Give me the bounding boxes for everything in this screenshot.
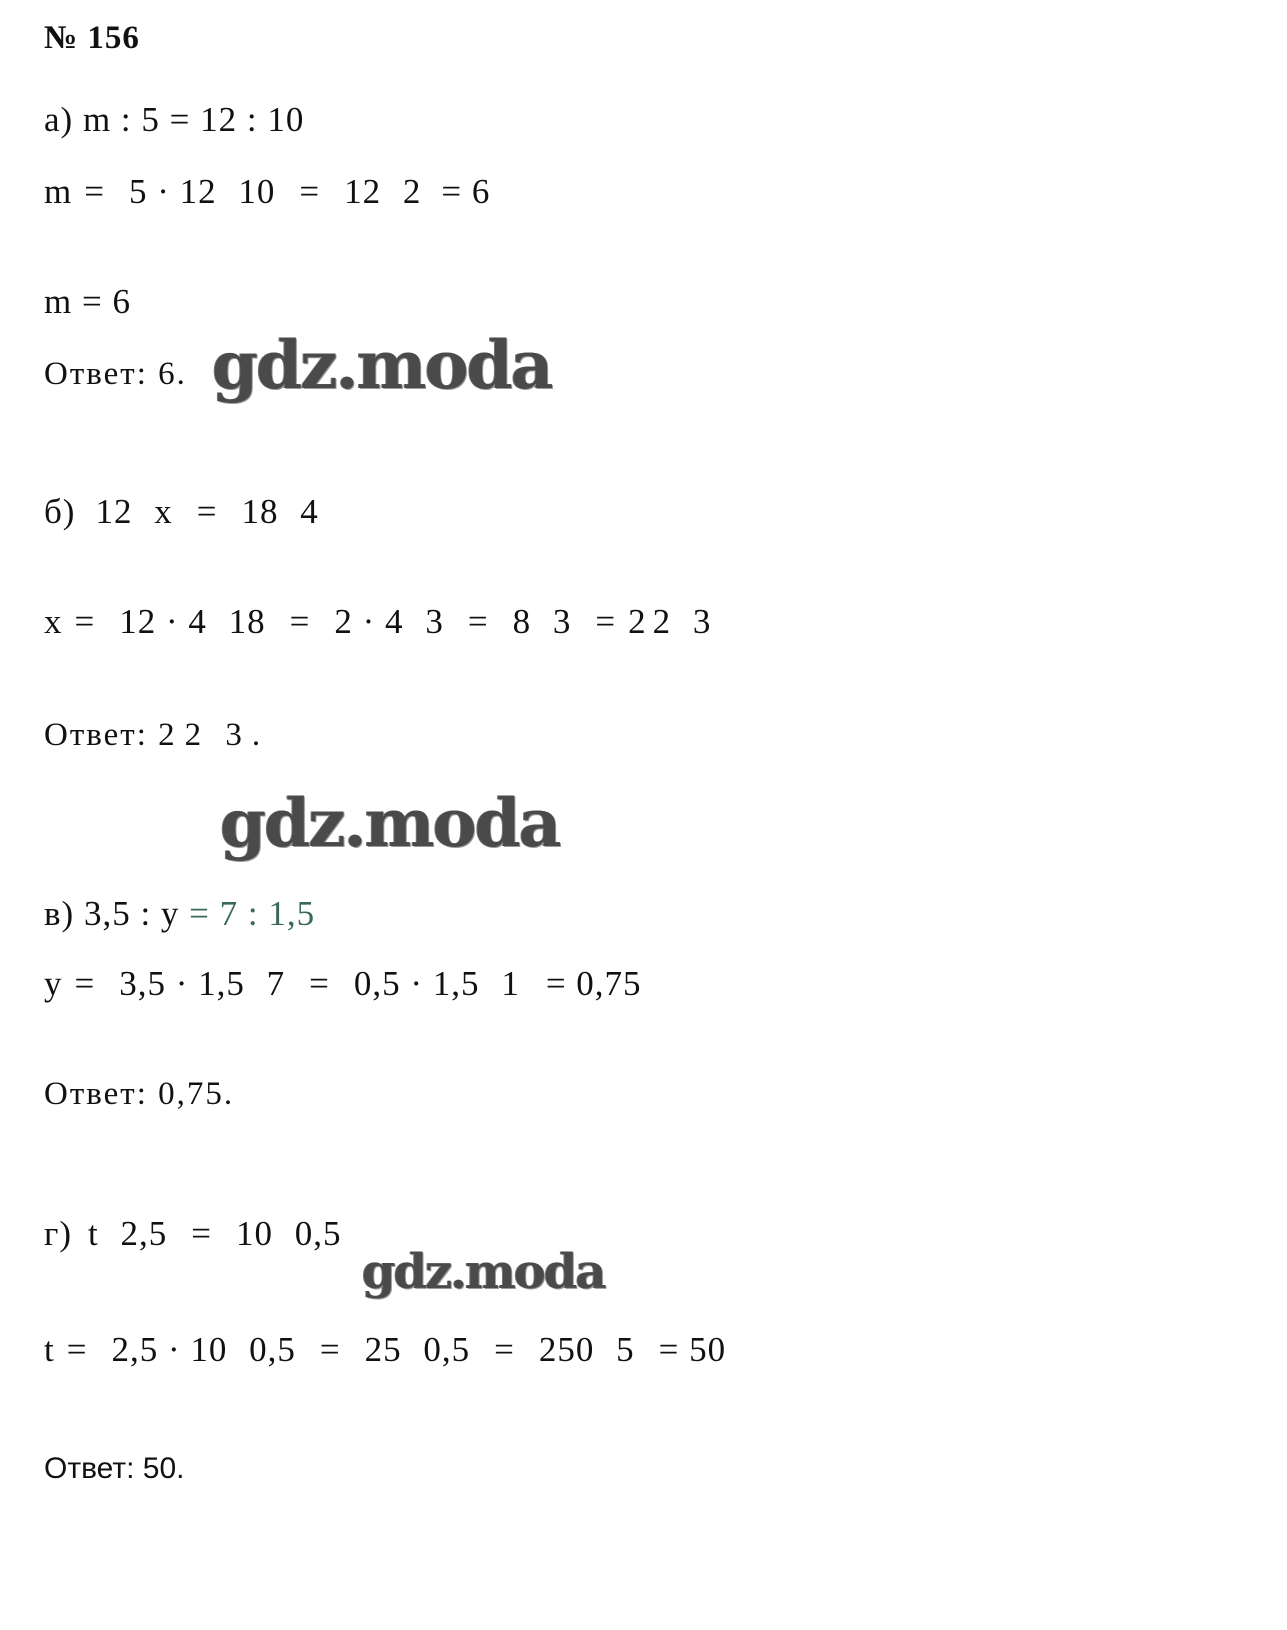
numerator: 12 (95, 492, 133, 531)
numerator: 2 (652, 602, 672, 641)
numerator: 25 (364, 1330, 402, 1369)
numerator: 12 (344, 172, 382, 211)
equals-sign: = (74, 602, 96, 641)
numerator: 250 (538, 1330, 595, 1369)
fraction (328, 602, 449, 642)
fraction (82, 1214, 173, 1254)
equals-sign: = (84, 172, 105, 211)
numerator: 2,5 · 10 (111, 1330, 228, 1369)
denominator: 1 (501, 964, 520, 1003)
denominator: 0,5 (423, 1330, 471, 1369)
part-g-solution (44, 1330, 726, 1370)
fraction (113, 964, 291, 1004)
fraction (507, 602, 578, 642)
fraction (105, 1330, 301, 1370)
fraction (123, 172, 281, 212)
equals-sign: = (191, 1214, 212, 1253)
fraction (179, 716, 250, 754)
equals-sign: = (467, 602, 489, 641)
equals-sign: = (289, 602, 311, 641)
watermark-logo: gdz.moda (220, 784, 560, 862)
numerator: t (88, 1214, 99, 1253)
part-v-solution (44, 964, 642, 1004)
equals-sign: = (66, 1330, 88, 1369)
equals-sign: = (299, 172, 321, 211)
part-a-var: m (44, 172, 73, 211)
part-a-equation (44, 100, 304, 140)
denominator: 4 (300, 492, 319, 531)
denominator: 18 (228, 602, 266, 641)
part-b-answer (44, 716, 262, 754)
part-a-label: а) (44, 100, 74, 139)
part-v-left: 3,5 : y (83, 894, 180, 933)
fraction (348, 964, 526, 1004)
numerator: 12 · 4 (119, 602, 207, 641)
denominator: 2,5 (120, 1214, 168, 1253)
denominator: 0,5 (294, 1214, 342, 1253)
part-v-answer: Ответ: 0,75. (44, 1076, 235, 1112)
numerator: 10 (236, 1214, 273, 1253)
part-v-right: = 7 : 1,5 (189, 894, 316, 933)
part-v-equation (44, 894, 315, 934)
part-b-label: б) (44, 492, 76, 531)
denominator: x (154, 492, 173, 531)
answer-prefix: Ответ: 2 (44, 716, 177, 753)
denominator: 3 (692, 602, 712, 641)
numerator: 2 (184, 717, 204, 753)
equals-sign: = (309, 964, 330, 1003)
denominator: 2 (402, 172, 422, 211)
part-v-var: y (44, 964, 63, 1003)
part-b-solution (44, 602, 723, 642)
denominator: 3 (225, 717, 244, 753)
problem-number: № 156 (44, 20, 140, 56)
denominator: 10 (238, 172, 276, 211)
equals-sign: = (494, 1330, 515, 1369)
watermark-logo: gdz.moda (212, 326, 552, 404)
numerator: 2 · 4 (334, 602, 404, 641)
numerator: 8 (512, 602, 532, 641)
denominator: 7 (266, 964, 286, 1003)
part-g-result: = 50 (658, 1330, 727, 1369)
part-a-proportion: m : 5 = 12 : 10 (82, 100, 305, 139)
part-v-result: = 0,75 (545, 964, 642, 1003)
part-g-equation (44, 1214, 354, 1254)
part-b-equation (44, 492, 331, 532)
fraction (359, 1330, 477, 1370)
equals-sign: = (74, 964, 96, 1003)
denominator: 3 (552, 602, 572, 641)
fraction (113, 602, 271, 642)
part-g-answer: Ответ: 50. (44, 1452, 185, 1485)
answer-end: . (251, 716, 263, 753)
numerator: 0,5 · 1,5 (353, 964, 480, 1003)
denominator: 5 (616, 1330, 635, 1369)
equals-sign: = (196, 492, 218, 531)
equals-sign: = (319, 1330, 341, 1369)
part-v-label: в) (44, 894, 75, 933)
part-a-result: = 6 (441, 172, 491, 211)
part-a-answer: Ответ: 6. (44, 356, 187, 392)
part-a-solution (44, 172, 490, 212)
equals-sign: = (595, 602, 617, 641)
numerator: 5 · 12 (128, 172, 217, 211)
fraction (338, 172, 427, 212)
watermark-logo: gdz.moda (362, 1244, 605, 1300)
fraction (235, 492, 324, 532)
numerator: 18 (241, 492, 279, 531)
part-b-var: x (44, 602, 63, 641)
fraction (89, 492, 178, 532)
denominator: 3 (425, 602, 444, 641)
part-g-var: t (44, 1330, 55, 1369)
mixed-whole: 2 (628, 602, 647, 641)
part-a-line3: m = 6 (44, 282, 131, 321)
numerator: 3,5 · 1,5 (119, 964, 245, 1003)
part-g-label: г) (44, 1214, 73, 1253)
fraction (230, 1214, 348, 1254)
denominator: 0,5 (249, 1330, 296, 1369)
fraction (533, 1330, 641, 1370)
fraction (647, 602, 718, 642)
